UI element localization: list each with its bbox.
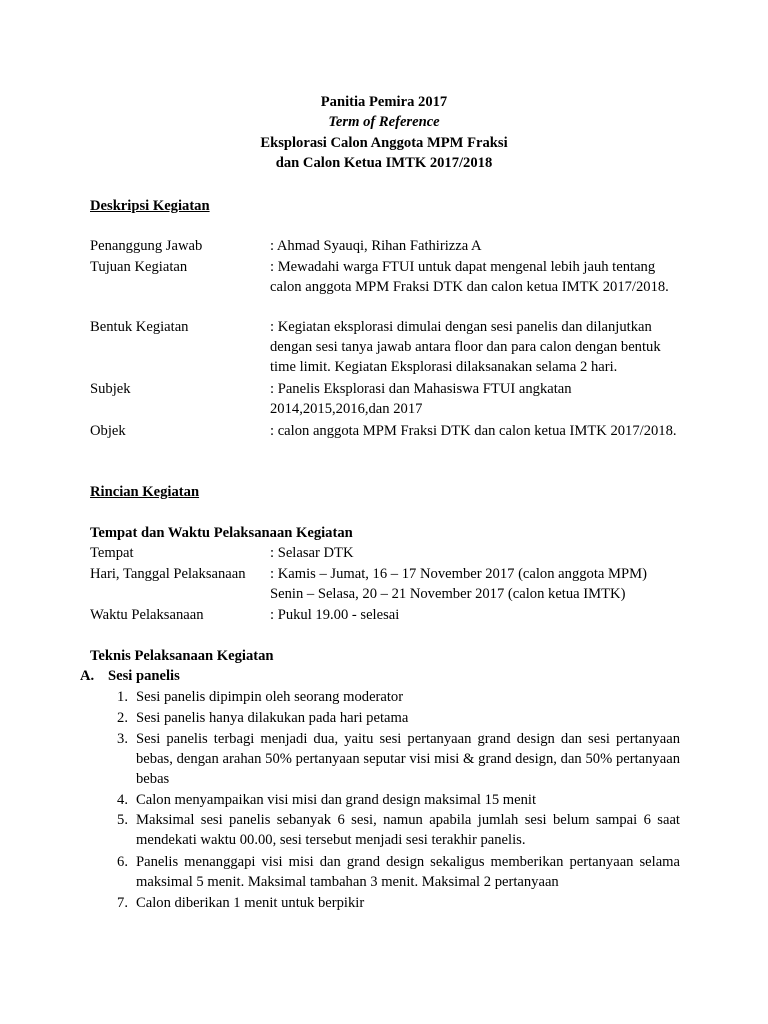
document-event-subtitle: dan Calon Ketua IMTK 2017/2018 bbox=[275, 155, 493, 171]
list-item-text: Calon diberikan 1 menit untuk berpikir bbox=[136, 895, 365, 911]
subsection-heading-tempat-waktu: Tempat dan Waktu Pelaksanaan Kegiatan bbox=[90, 525, 353, 541]
info-row-subjek bbox=[90, 379, 690, 419]
document-org-title: Panitia Pemira 2017 bbox=[320, 94, 448, 110]
list-item bbox=[108, 893, 680, 913]
info-label: Objek bbox=[90, 423, 126, 439]
list-item bbox=[108, 810, 680, 850]
section-heading-rincian: Rincian Kegiatan bbox=[90, 484, 200, 500]
subsection-heading-teknis: Teknis Pelaksanaan Kegiatan bbox=[90, 648, 274, 664]
info-label: Subjek bbox=[90, 381, 131, 397]
list-item bbox=[108, 708, 680, 728]
list-item-number: 5. bbox=[117, 812, 128, 828]
list-item bbox=[108, 852, 680, 892]
info-label: Hari, Tanggal Pelaksanaan bbox=[90, 566, 246, 582]
list-item-text: Sesi panelis dipimpin oleh seorang moderator bbox=[136, 689, 404, 705]
info-row-tujuan-kegiatan bbox=[90, 257, 690, 317]
info-row-tempat bbox=[90, 543, 690, 563]
info-row-bentuk-kegiatan bbox=[90, 317, 690, 377]
info-value: : Mewadahi warga FTUI untuk dapat mengenal lebih jauh tentang calon anggota MPM Fraksi DTK dan calon ketua IMTK 2017/2018. bbox=[270, 259, 669, 295]
list-item-number: 3. bbox=[117, 731, 128, 747]
info-value: : Selasar DTK bbox=[270, 545, 354, 561]
info-value: : Pukul 19.00 - selesai bbox=[270, 607, 400, 623]
list-item-number: 6. bbox=[117, 854, 128, 870]
list-item-text: Maksimal sesi panelis sebanyak 6 sesi, namun apabila jumlah sesi belum sampai 6 saat mendekati waktu 00.00, sesi tersebut menjadi sesi terakhir panelis. bbox=[136, 812, 680, 848]
info-value: : Panelis Eksplorasi dan Mahasiswa FTUI angkatan 2014,2015,2016,dan 2017 bbox=[270, 381, 572, 417]
list-section-marker: A. bbox=[80, 668, 95, 684]
info-row-penanggung-jawab bbox=[90, 236, 690, 256]
list-section-title: Sesi panelis bbox=[108, 668, 180, 684]
list-item-text: Panelis menanggapi visi misi dan grand design sekaligus memberikan pertanyaan selama maksimal 5 menit. Maksimal tambahan 3 menit. Maksimal 2 pertanyaan bbox=[136, 854, 680, 890]
list-item bbox=[108, 729, 680, 789]
document-event-title: Eksplorasi Calon Anggota MPM Fraksi bbox=[260, 135, 508, 151]
info-value: : calon anggota MPM Fraksi DTK dan calon ketua IMTK 2017/2018. bbox=[270, 423, 677, 439]
list-item-number: 7. bbox=[117, 895, 128, 911]
list-item bbox=[108, 687, 680, 707]
info-row-hari-tanggal bbox=[90, 564, 690, 604]
info-label: Tujuan Kegiatan bbox=[90, 259, 188, 275]
list-item-number: 4. bbox=[117, 792, 128, 808]
list-item-text: Calon menyampaikan visi misi dan grand design maksimal 15 menit bbox=[136, 792, 537, 808]
info-value: : Ahmad Syauqi, Rihan Fathirizza A bbox=[270, 238, 482, 254]
info-label: Bentuk Kegiatan bbox=[90, 319, 189, 335]
info-label: Waktu Pelaksanaan bbox=[90, 607, 204, 623]
info-row-waktu-pelaksanaan bbox=[90, 605, 690, 625]
list-item-number: 2. bbox=[117, 710, 128, 726]
list-item bbox=[108, 790, 680, 810]
list-item-number: 1. bbox=[117, 689, 128, 705]
info-label: Penanggung Jawab bbox=[90, 238, 203, 254]
section-heading-deskripsi: Deskripsi Kegiatan bbox=[90, 198, 210, 214]
info-value-continued: Senin – Selasa, 20 – 21 November 2017 (calon ketua IMTK) bbox=[270, 586, 626, 602]
info-value: : Kegiatan eksplorasi dimulai dengan sesi panelis dan dilanjutkan dengan sesi tanya jawab antara floor dan para calon dengan bentuk time limit. Kegiatan Eksplorasi dilaksanakan selama 2 hari. bbox=[270, 319, 661, 375]
info-value: : Kamis – Jumat, 16 – 17 November 2017 (calon anggota MPM) bbox=[270, 566, 647, 582]
list-item-text: Sesi panelis terbagi menjadi dua, yaitu sesi pertanyaan grand design dan sesi pertanyaan bebas, dengan arahan 50% pertanyaan seputar visi misi & grand design, dan 50% pertanyaan bebas bbox=[136, 731, 680, 787]
info-label: Tempat bbox=[90, 545, 134, 561]
info-row-objek bbox=[90, 421, 690, 461]
document-type-title: Term of Reference bbox=[328, 114, 440, 130]
list-item-text: Sesi panelis hanya dilakukan pada hari petama bbox=[136, 710, 409, 726]
